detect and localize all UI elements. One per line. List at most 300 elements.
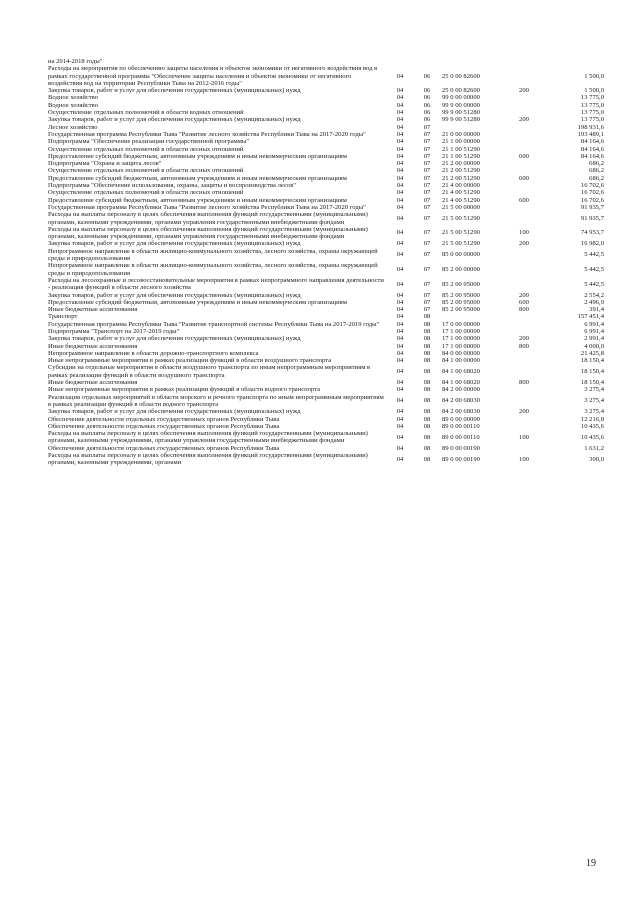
budget-rows [48, 58, 604, 467]
table-row [48, 452, 604, 467]
budget-table [48, 58, 604, 467]
row-amount: 1 631,2 [584, 444, 604, 452]
row-subsection-code: 07 [423, 203, 431, 211]
table-row [48, 182, 604, 189]
row-target-article: 84 1 00 00000 [442, 357, 480, 365]
row-amount: 3 275,4 [584, 386, 604, 394]
row-subsection-code: 07 [423, 280, 431, 288]
table-row [48, 379, 604, 386]
row-section-code: 04 [396, 123, 404, 131]
table-row [48, 211, 604, 226]
row-subsection-code: 07 [423, 240, 431, 248]
row-expense-type: 100 [519, 455, 529, 463]
row-section-code: 04 [396, 368, 404, 376]
row-section-code: 04 [396, 130, 404, 138]
row-subsection-code: 07 [423, 174, 431, 182]
row-section-code: 04 [396, 145, 404, 153]
row-section-code: 04 [396, 116, 404, 124]
table-row [48, 197, 604, 204]
row-name: Расходы на лесоохранные и лесовосстановительные мероприятия в рамках непрограммного направления деятельности - реализация функций в области лесного хозяйства [48, 276, 384, 292]
row-name: Расходы на выплаты персоналу в целях обеспечения выполнения функций государственными (муниципальными) органами, казенными учреждениями, органами [48, 452, 368, 467]
row-name: Водное хозяйство [48, 101, 99, 109]
row-amount: 13 775,0 [580, 116, 604, 124]
row-name: Закупка товаров, работ и услуг для обеспечения государственных (муниципальных) нужд [48, 335, 301, 343]
row-target-article: 84 2 00 68030 [442, 408, 480, 416]
page-number: 19 [586, 858, 596, 869]
row-expense-type: 100 [519, 433, 529, 441]
table-row [48, 408, 604, 415]
row-subsection-code: 07 [423, 167, 431, 175]
row-expense-type [508, 386, 540, 393]
row-name: Субсидии на отдельные мероприятия в области воздушного транспорта по иным непрограммным мероприятиям в рамках реализации функций в области воздушного транспорта [48, 364, 371, 379]
row-target-article: 21 1 00 00000 [442, 138, 480, 146]
row-name: Предоставление субсидий бюджетным, автономным учреждениям и иным некоммерческим организациям [48, 196, 347, 204]
row-expense-type: 100 [519, 229, 529, 237]
row-subsection-code: 07 [423, 182, 431, 190]
row-name: Иные непрограммные мероприятия в рамках реализации функций в области водного транспорта [48, 386, 321, 394]
row-subsection-code: 06 [423, 72, 431, 80]
row-expense-type: 800 [519, 379, 529, 387]
row-expense-type: 200 [519, 335, 529, 343]
row-subsection-code: 08 [423, 415, 431, 423]
row-expense-type [508, 109, 540, 116]
row-target-article: 85 2 00 95000 [442, 280, 480, 288]
table-row [48, 277, 604, 292]
row-name: Транспорт [48, 313, 78, 321]
row-name: Расходы на выплаты персоналу в целях обеспечения выполнения функций государственными (муниципальными) органами, казенными учреждениями, органами управления государственными внебюджетными фондами [48, 430, 368, 445]
row-section-code: 04 [396, 240, 404, 248]
row-expense-type [508, 58, 540, 65]
row-amount: 16 702,6 [580, 196, 604, 204]
row-section-code: 04 [396, 335, 404, 343]
row-section-code: 04 [396, 203, 404, 211]
row-subsection-code: 08 [423, 455, 431, 463]
row-amount: 91 935,7 [580, 203, 604, 211]
table-row [48, 102, 604, 109]
row-name: Расходы на выплаты персоналу в целях обеспечения выполнения функций государственными (муниципальными) органами, казенными учреждениями, органами управления государственными внебюджетными фондами [48, 225, 368, 241]
row-amount: 2 496,9 [584, 298, 604, 306]
row-amount: 198 931,6 [577, 123, 604, 131]
row-section-code: 04 [396, 72, 404, 80]
table-row [48, 445, 604, 452]
row-section-code: 04 [396, 160, 404, 168]
row-amount: 686,2 [589, 174, 604, 182]
row-amount: 10 435,6 [580, 433, 604, 441]
row-target-article: 21 5 00 51290 [442, 229, 480, 237]
row-expense-type [508, 313, 540, 320]
row-name: Иные бюджетные ассигнования [48, 342, 138, 350]
row-expense-type [508, 364, 540, 379]
row-expense-type [508, 146, 540, 153]
row-expense-type [508, 65, 540, 87]
row-subsection-code: 08 [423, 397, 431, 405]
row-section-code: 04 [396, 349, 404, 357]
row-target-article: 89 0 00 00190 [442, 455, 480, 463]
table-row [48, 386, 604, 393]
row-expense-type [508, 131, 540, 138]
row-subsection-code: 07 [423, 123, 431, 131]
table-row [48, 175, 604, 182]
row-target-article: 17 1 00 00000 [442, 327, 480, 335]
row-name: Реализация отдельных мероприятий в области морского и речного транспорта по иным непрограммным мероприятиям в рамках реализации функций в области водного транспорта [48, 393, 384, 408]
row-amount: 13 775,0 [580, 109, 604, 117]
table-row [48, 357, 604, 364]
row-name: Подпрограмма "Транспорт на 2017-2019 годы" [48, 327, 180, 335]
row-expense-type: 800 [519, 306, 529, 314]
row-subsection-code: 08 [423, 422, 431, 430]
row-target-article: 85 2 00 95000 [442, 306, 480, 314]
row-subsection-code: 08 [423, 433, 431, 441]
table-row [48, 430, 604, 445]
row-subsection-code: 08 [423, 320, 431, 328]
row-expense-type [508, 204, 540, 211]
row-target-article: 21 2 00 00000 [442, 160, 480, 168]
row-name: Предоставление субсидий бюджетным, автономным учреждениям и иным некоммерческим организациям [48, 152, 347, 160]
row-section-code: 04 [396, 415, 404, 423]
row-target-article: 99 9 00 00000 [442, 101, 480, 109]
row-section-code: 04 [396, 327, 404, 335]
row-amount: 1 500,0 [584, 72, 604, 80]
row-target-article: 21 0 00 00000 [442, 130, 480, 138]
row-expense-type: 800 [519, 342, 529, 350]
row-subsection-code: 08 [423, 357, 431, 365]
row-amount: 16 702,6 [580, 182, 604, 190]
row-amount: 84 164,6 [580, 152, 604, 160]
table-row [48, 292, 604, 299]
row-section-code: 04 [396, 313, 404, 321]
row-amount: 16 982,0 [580, 240, 604, 248]
row-target-article: 85 2 00 00000 [442, 265, 480, 273]
table-row [48, 146, 604, 153]
table-row [48, 364, 604, 379]
row-target-article [442, 58, 508, 65]
row-subsection-code: 07 [423, 229, 431, 237]
row-section-code: 04 [396, 189, 404, 197]
row-subsection-code: 07 [423, 291, 431, 299]
row-name: Осуществление отдельных полномочий в области лесных отношений [48, 189, 244, 197]
row-amount: 1 500,0 [584, 87, 604, 95]
row-subsection-code: 08 [423, 342, 431, 350]
row-target-article: 84 1 00 68020 [442, 368, 480, 376]
row-subsection-code: 06 [423, 101, 431, 109]
table-row [48, 153, 604, 160]
row-amount: 391,4 [589, 306, 604, 314]
row-target-article: 21 1 00 51290 [442, 152, 480, 160]
table-row [48, 109, 604, 116]
row-section-code: 04 [396, 386, 404, 394]
row-subsection-code: 07 [423, 152, 431, 160]
row-name: Государственная программа Республики Тыва "Развитие транспортной системы Республики Тыва на 2017-2019 годы" [48, 320, 380, 328]
row-name: Непрограммное направление в области жилищно-коммунального хозяйства, лесного хозяйства, охраны окружающей среды и природопользования [48, 247, 378, 263]
row-expense-type: 200 [519, 87, 529, 95]
row-name: Государственная программа Республики Тыва "Развитие лесного хозяйства Республики Тыва на 2017-2020 годы" [48, 203, 366, 211]
row-expense-type [508, 423, 540, 430]
table-row [48, 131, 604, 138]
table-row [48, 204, 604, 211]
row-section-code: 04 [396, 357, 404, 365]
row-subsection-code: 07 [423, 145, 431, 153]
row-subsection-code: 07 [423, 265, 431, 273]
row-subsection-code: 06 [423, 109, 431, 117]
row-target-article: 84 0 00 00000 [442, 349, 480, 357]
row-subsection-code: 07 [423, 196, 431, 204]
row-expense-type [508, 138, 540, 145]
row-expense-type [508, 445, 540, 452]
row-amount: 3 275,4 [584, 408, 604, 416]
row-amount: 18 150,4 [580, 368, 604, 376]
row-subsection-code: 07 [423, 214, 431, 222]
row-section-code: 04 [396, 306, 404, 314]
row-name: Водное хозяйство [48, 94, 99, 102]
row-subsection-code: 07 [423, 138, 431, 146]
row-name: на 2014-2018 годы" [48, 58, 103, 65]
row-target-article: 85 2 00 95000 [442, 298, 480, 306]
row-amount: 74 953,7 [580, 229, 604, 237]
row-amount: 5 442,5 [584, 280, 604, 288]
table-row [48, 160, 604, 167]
table-row [48, 343, 604, 350]
row-target-article: 85 0 00 00000 [442, 251, 480, 259]
row-section-code: 04 [396, 265, 404, 273]
row-subsection-code: 07 [423, 130, 431, 138]
row-target-article: 21 4 00 00000 [442, 182, 480, 190]
row-amount: 5 442,5 [584, 251, 604, 259]
row-name: Закупка товаров, работ и услуг для обеспечения государственных (муниципальных) нужд [48, 240, 301, 248]
row-subsection-code: 07 [423, 251, 431, 259]
row-section-code: 04 [396, 408, 404, 416]
row-expense-type [508, 416, 540, 423]
row-target-article: 89 0 00 00000 [442, 415, 480, 423]
row-section-code: 04 [396, 298, 404, 306]
row-name: Непрограммное направление в области жилищно-коммунального хозяйства, лесного хозяйства, охраны окружающей среды и природопользования [48, 262, 378, 277]
row-target-article: 21 2 00 51290 [442, 174, 480, 182]
row-subsection-code: 08 [423, 313, 431, 321]
row-name: Закупка товаров, работ и услуг для обеспечения государственных (муниципальных) нужд [48, 87, 301, 95]
row-amount: 157 451,4 [577, 313, 604, 321]
row-target-article: 89 0 00 00110 [442, 433, 480, 441]
row-section-code: 04 [396, 196, 404, 204]
row-section-code: 04 [396, 422, 404, 430]
row-expense-type [508, 167, 540, 174]
table-row [48, 328, 604, 335]
table-row [48, 306, 604, 313]
row-section-code: 04 [396, 280, 404, 288]
row-expense-type: 200 [519, 116, 529, 124]
row-amount: 10 435,6 [580, 422, 604, 430]
row-target-article: 99 0 00 00000 [442, 94, 480, 102]
table-row [48, 248, 604, 263]
row-name: Обеспечение деятельности отдельных государственных органов Республики Тыва [48, 422, 280, 430]
row-amount: 16 702,6 [580, 189, 604, 197]
row-name: Предоставление субсидий бюджетным, автономным учреждениям и иным некоммерческим организациям [48, 174, 347, 182]
table-row [48, 416, 604, 423]
row-section-code: 04 [396, 320, 404, 328]
row-subsection-code: 08 [423, 444, 431, 452]
row-amount: 4 000,0 [584, 342, 604, 350]
row-name: Подпрограмма "Обеспечение реализации государственной программы" [48, 138, 250, 146]
row-section-code: 04 [396, 455, 404, 463]
row-section-code: 04 [396, 167, 404, 175]
row-expense-type [508, 357, 540, 364]
row-target-article [442, 124, 508, 131]
row-expense-type [508, 248, 540, 263]
row-subsection-code: 06 [423, 87, 431, 95]
row-section-code: 04 [396, 291, 404, 299]
row-expense-type [508, 94, 540, 101]
row-name: Обеспечение деятельности отдельных государственных органов Республики Тыва [48, 415, 280, 423]
table-row [48, 65, 604, 87]
row-expense-type: 200 [519, 291, 529, 299]
table-row [48, 58, 604, 65]
row-section-code: 04 [396, 342, 404, 350]
row-section-code: 04 [396, 229, 404, 237]
row-name: Расходы на мероприятия по обеспечению защиты населения и объектов экономики от негативного воздействия вод в рамках государственной программы "Обеспечение защиты населения и объектов экономики от негативного воздействия вод на территории Республики Тыва на 2012-2016 годы" [48, 65, 378, 87]
row-expense-type [508, 211, 540, 226]
table-row [48, 350, 604, 357]
row-target-article: 84 2 00 00000 [442, 386, 480, 394]
row-name: Обеспечение деятельности отдельных государственных органов Республики Тыва [48, 444, 280, 452]
row-section-code: 04 [396, 94, 404, 102]
row-name: Предоставление субсидий бюджетным, автономным учреждениям и иным некоммерческим организациям [48, 298, 347, 306]
row-target-article: 99 9 00 51280 [442, 116, 480, 124]
row-amount: 2 554,2 [584, 291, 604, 299]
table-row [48, 189, 604, 196]
row-expense-type [508, 160, 540, 167]
table-row [48, 423, 604, 430]
row-section-code: 04 [396, 152, 404, 160]
row-subsection-code: 08 [423, 386, 431, 394]
row-name: Иные непрограммные мероприятия в рамках реализации функций в области воздушного транспорта [48, 357, 332, 365]
row-section-code: 04 [396, 433, 404, 441]
row-amount [540, 58, 604, 65]
row-name: Иные бюджетные ассигнования [48, 379, 138, 387]
row-amount: 18 150,4 [580, 357, 604, 365]
row-subsection-code: 07 [423, 160, 431, 168]
row-section-code: 04 [396, 214, 404, 222]
row-amount: 5 442,5 [584, 265, 604, 273]
row-amount: 13 775,0 [580, 94, 604, 102]
table-row [48, 87, 604, 94]
row-subsection-code: 08 [423, 408, 431, 416]
row-amount: 21 425,8 [580, 349, 604, 357]
row-expense-type: 600 [519, 174, 529, 182]
row-target-article: 17 1 00 00000 [442, 335, 480, 343]
row-amount: 686,2 [589, 167, 604, 175]
row-expense-type [508, 124, 540, 131]
row-section-code: 04 [396, 251, 404, 259]
row-name: Расходы на выплаты персоналу в целях обеспечения выполнения функций государственными (муниципальными) органами, казенными учреждениями, органами управления государственными внебюджетными фондами [48, 211, 368, 226]
row-amount: 3 275,4 [584, 397, 604, 405]
row-expense-type: 200 [519, 408, 529, 416]
table-row [48, 313, 604, 320]
row-section-code: 04 [396, 379, 404, 387]
row-expense-type [508, 350, 540, 357]
table-row [48, 394, 604, 409]
row-expense-type: 600 [519, 298, 529, 306]
row-section-code [388, 58, 412, 65]
row-name: Закупка товаров, работ и услуг для обеспечения государственных (муниципальных) нужд [48, 291, 301, 299]
table-row [48, 138, 604, 145]
table-row [48, 226, 604, 241]
row-subsection-code: 08 [423, 379, 431, 387]
row-expense-type: 200 [519, 240, 529, 248]
row-amount: 2 991,4 [584, 335, 604, 343]
row-target-article: 85 2 00 95000 [442, 291, 480, 299]
row-section-code: 04 [396, 444, 404, 452]
row-target-article [442, 313, 508, 320]
row-target-article: 21 5 00 51290 [442, 214, 480, 222]
row-target-article: 84 1 00 68020 [442, 379, 480, 387]
row-subsection-code: 08 [423, 327, 431, 335]
row-name: Иные бюджетные ассигнования [48, 306, 138, 314]
row-name: Закупка товаров, работ и услуг для обеспечения государственных (муниципальных) нужд [48, 408, 301, 416]
row-expense-type [508, 102, 540, 109]
row-subsection-code: 07 [423, 189, 431, 197]
row-subsection-code: 08 [423, 368, 431, 376]
row-expense-type [508, 277, 540, 292]
row-name: Подпрограмма "Охрана и защита лесов" [48, 160, 162, 168]
table-row [48, 167, 604, 174]
row-amount: 6 991,4 [584, 320, 604, 328]
table-row [48, 299, 604, 306]
row-expense-type: 600 [519, 196, 529, 204]
row-target-article: 84 2 00 68030 [442, 397, 480, 405]
row-target-article: 21 2 00 51290 [442, 167, 480, 175]
row-section-code: 04 [396, 101, 404, 109]
row-target-article: 17 1 00 00000 [442, 342, 480, 350]
row-expense-type: 600 [519, 152, 529, 160]
row-target-article: 21 4 00 51290 [442, 189, 480, 197]
row-subsection-code: 06 [423, 94, 431, 102]
row-amount: 84 164,6 [580, 138, 604, 146]
table-row [48, 335, 604, 342]
row-amount: 300,0 [589, 455, 604, 463]
row-section-code: 04 [396, 87, 404, 95]
row-amount: 12 216,8 [580, 415, 604, 423]
row-target-article: 25 0 00 82600 [442, 87, 480, 95]
row-name: Осуществление отдельных полномочий в области лесных отношений [48, 145, 244, 153]
row-amount: 193 489,1 [577, 130, 604, 138]
row-section-code: 04 [396, 182, 404, 190]
row-amount: 18 150,4 [580, 379, 604, 387]
row-target-article: 21 5 00 00000 [442, 203, 480, 211]
row-expense-type [508, 189, 540, 196]
table-row [48, 321, 604, 328]
row-subsection-code [412, 58, 442, 65]
row-name: Осуществление отдельных полномочий в области лесных отношений [48, 167, 244, 175]
row-amount: 6 991,4 [584, 327, 604, 335]
row-target-article: 17 0 00 00000 [442, 320, 480, 328]
row-name: Лесное хозяйство [48, 123, 98, 131]
row-name: Осуществление отдельных полномочий в области водных отношений [48, 109, 244, 117]
row-name: Государственная программа Республики Тыва "Развитие лесного хозяйства Республики Тыва на 2017-2020 годы" [48, 130, 366, 138]
row-name: Подпрограмма "Обеспечение использования, охраны, защиты и воспроизводства лесов" [48, 182, 296, 190]
row-target-article: 89 0 00 00110 [442, 422, 480, 430]
row-subsection-code: 08 [423, 349, 431, 357]
row-target-article: 21 4 00 51290 [442, 196, 480, 204]
row-target-article: 25 0 00 82600 [442, 72, 480, 80]
row-expense-type [508, 182, 540, 189]
row-expense-type [508, 262, 540, 277]
row-subsection-code: 07 [423, 306, 431, 314]
row-section-code: 04 [396, 109, 404, 117]
row-subsection-code: 07 [423, 298, 431, 306]
row-amount: 686,2 [589, 160, 604, 168]
table-row [48, 116, 604, 123]
row-target-article: 99 9 00 51280 [442, 109, 480, 117]
row-section-code: 04 [396, 174, 404, 182]
row-amount: 91 935,7 [580, 214, 604, 222]
